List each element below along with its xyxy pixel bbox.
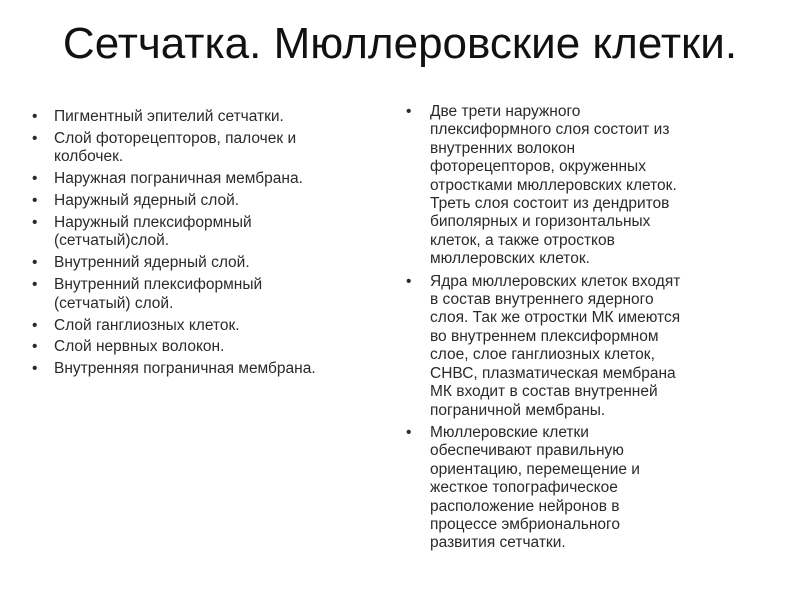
list-item: • Слой фоторецепторов, палочек и колбочек. (32, 130, 392, 167)
muller-cells-list (406, 103, 776, 557)
list-item: • Слой нервных волокон. (32, 338, 392, 356)
list-item: • Мюллеровские клетки обеспечивают правильную ориентацию, перемещение и жесткое топографическое расположение нейронов в процессе эмбрионального развития сетчатки. (406, 424, 776, 553)
list-item: • Пигментный эпителий сетчатки. (32, 108, 392, 126)
list-item: • Наружная пограничная мембрана. (32, 170, 392, 188)
list-item: • Наружный плексиформный (сетчатый)слой. (32, 214, 392, 251)
list-item: • Наружный ядерный слой. (32, 192, 392, 210)
retina-layers-list (32, 108, 392, 382)
list-item: • Ядра мюллеровских клеток входят в состав внутреннего ядерного слоя. Так же отростки МК имеются во внутреннем плексиформном слое, слое ганглиозных клеток, СНВС, плазматическая мембрана МК входит в состав внутренней пограничной мембраны. (406, 273, 776, 420)
list-item: • Внутренний ядерный слой. (32, 254, 392, 272)
list-item: • Слой ганглиозных клеток. (32, 317, 392, 335)
list-item: • Внутренняя пограничная мембрана. (32, 360, 392, 378)
list-item: • Внутренний плексиформный (сетчатый) слой. (32, 276, 392, 313)
list-item: • Две трети наружного плексиформного слоя состоит из внутренних волокон фоторецепторов, окруженных отростками мюллеровских клеток. Треть слоя состоит из дендритов биполярных и горизонтальных клеток, а также отростков мюллеровских клеток. (406, 103, 776, 269)
slide-title: Сетчатка. Мюллеровские клетки. (62, 19, 738, 68)
